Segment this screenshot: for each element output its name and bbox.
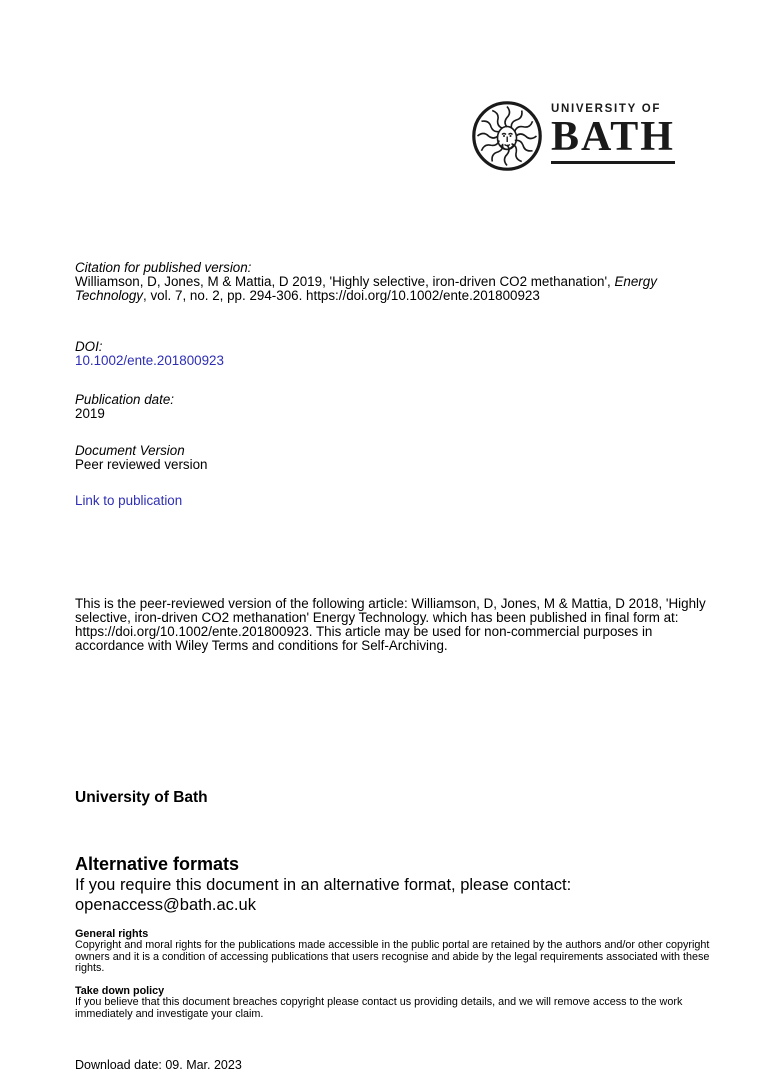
bath-crest-icon [471, 100, 543, 172]
logo-university-of-text: UNIVERSITY OF [551, 103, 662, 115]
institution-heading: University of Bath [75, 789, 208, 806]
take-down-policy-text: If you believe that this document breaches copyright please contact us providing details, and we will remove access to the work immediately and investigate your claim. [75, 996, 683, 1020]
take-down-policy-section [75, 986, 725, 1020]
alternative-formats-email: openaccess@bath.ac.uk [75, 896, 256, 914]
citation-text [75, 275, 730, 303]
alternative-formats-section [75, 854, 735, 915]
document-version-value: Peer reviewed version [75, 457, 208, 472]
publication-date-value: 2019 [75, 406, 105, 421]
take-down-policy-heading: Take down policy [75, 985, 165, 997]
citation-journal: Energy Technology [75, 274, 657, 303]
rights-statement: This is the peer-reviewed version of the following article: Williamson, D, Jones, M & Mattia, D 2018, 'Highly selective, iron-driven CO2 methanation' Energy Technology. which has been published in final form at: https://doi.org/10.1002/ente.201800923. This article may be used for non-commercial purposes in accordance with Wiley Terms and conditions for Self-Archiving. [75, 596, 706, 653]
link-to-publication-link[interactable]: Link to publication [75, 493, 183, 508]
alternative-formats-heading: Alternative formats [75, 854, 240, 874]
doi-section [75, 340, 224, 368]
citation-text-before: Williamson, D, Jones, M & Mattia, D 2019, 'Highly selective, iron-driven CO2 methanation', [75, 274, 615, 289]
university-of-bath-logo [471, 100, 675, 172]
general-rights-text: Copyright and moral rights for the publications made accessible in the public portal are retained by the authors and/or other copyright owners and it is a condition of accessing publications that users recognise and abide by the legal requirements associated with these rights. [75, 939, 710, 975]
doi-label: DOI: [75, 339, 103, 354]
general-rights-section [75, 929, 725, 975]
citation-label: Citation for published version: [75, 260, 252, 275]
document-version-section [75, 444, 207, 472]
logo-wordmark [551, 100, 675, 164]
download-date: Download date: 09. Mar. 2023 [75, 1058, 242, 1072]
citation-section [75, 261, 730, 303]
alternative-formats-line: If you require this document in an alternative format, please contact: [75, 876, 572, 894]
logo-bath-text: BATH [551, 116, 675, 164]
publication-date-section [75, 393, 174, 421]
link-to-publication-section [75, 494, 182, 508]
document-version-label: Document Version [75, 443, 185, 458]
general-rights-heading: General rights [75, 928, 149, 940]
publication-date-label: Publication date: [75, 392, 175, 407]
citation-text-after: , vol. 7, no. 2, pp. 294-306. https://doi.org/10.1002/ente.201800923 [143, 288, 540, 303]
doi-link[interactable]: 10.1002/ente.201800923 [75, 353, 224, 368]
